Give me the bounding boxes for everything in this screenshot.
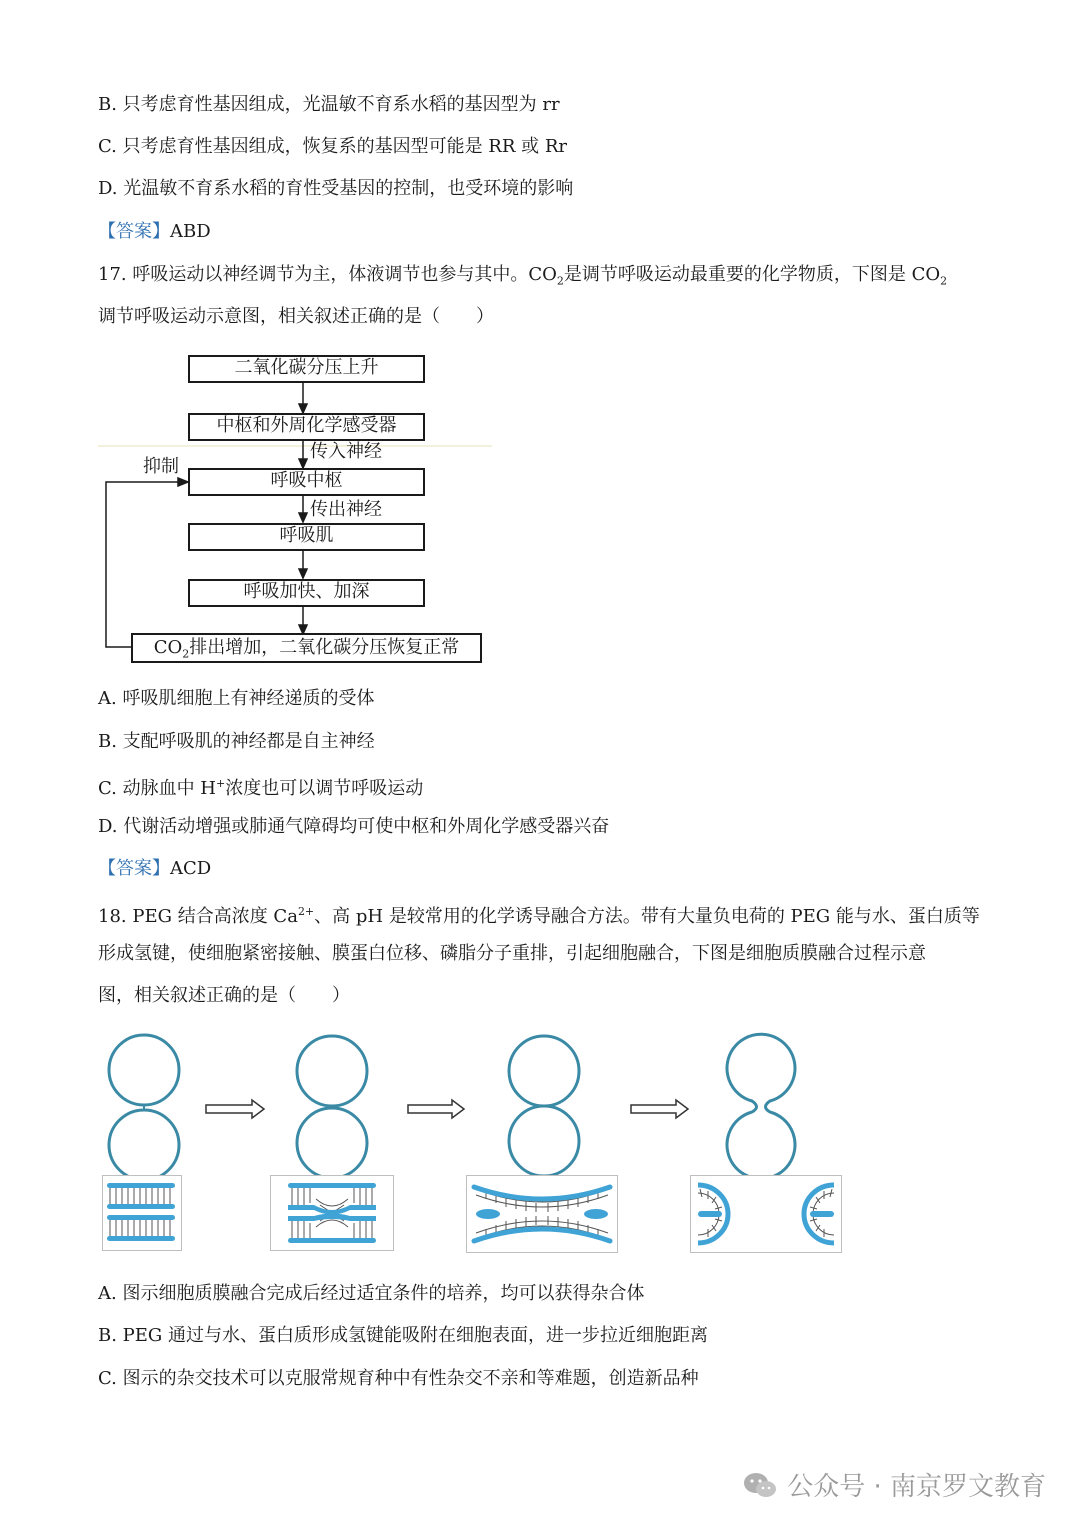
fused-cell-stage4 — [727, 1034, 795, 1179]
superscript: + — [216, 777, 226, 790]
arrowhead-4 — [299, 569, 307, 578]
wechat-icon — [743, 1471, 777, 1499]
bilayer-panel-1 — [102, 1175, 182, 1251]
label-inhibit: 抑制 — [143, 456, 179, 477]
cell-bottom-stage3 — [509, 1106, 579, 1176]
subscript: 2 — [182, 647, 190, 661]
q18-option-b: B. PEG 通过与水、蛋白质形成氢键能吸附在细胞表面，进一步拉近细胞距离 — [98, 1325, 709, 1346]
q17-stem-part: 17. 呼吸运动以神经调节为主，体液调节也参与其中。CO — [98, 264, 557, 285]
q18-stem-line3: 图，相关叙述正确的是（ ） — [98, 985, 350, 1006]
answer-tag: 【答案】 — [98, 858, 170, 879]
label-afferent-nerve: 传入神经 — [310, 441, 382, 462]
q16-option-d: D. 光温敏不育系水稻的育性受基因的控制，也受环境的影响 — [98, 178, 574, 199]
flowchart-connectors — [0, 0, 1080, 700]
superscript: 2+ — [297, 905, 315, 918]
q17-option-a: A. 呼吸肌细胞上有神经递质的受体 — [98, 688, 375, 709]
q17-option-c-part: C. 动脉血中 H — [98, 778, 216, 799]
answer-tag: 【答案】 — [98, 221, 170, 242]
q18-option-c: C. 图示的杂交技术可以克服常规育种中有性杂交不亲和等难题，创造新品种 — [98, 1368, 699, 1389]
box6-text: 排出增加，二氧化碳分压恢复正常 — [189, 637, 460, 658]
answer-value: ABD — [170, 221, 211, 242]
cell-top-stage3 — [509, 1036, 579, 1106]
q18-stem-part: 、高 pH 是较常用的化学诱导融合方法。带有大量负电荷的 PEG 能与水、蛋白质等 — [314, 906, 980, 927]
q18-stem-line2: 形成氢键，使细胞紧密接触、膜蛋白位移、磷脂分子重排，引起细胞融合，下图是细胞质膜融合过程示意 — [98, 943, 926, 964]
arrow-stage1-2 — [206, 1100, 264, 1118]
box-chemoreceptors: 中枢和外周化学感受器 — [188, 413, 425, 441]
cell-top-stage2 — [297, 1036, 367, 1106]
arrowhead-1 — [299, 404, 307, 413]
subscript: 2 — [940, 274, 948, 288]
q17-option-c — [98, 771, 423, 802]
bilayer-panel-4 — [690, 1175, 842, 1253]
watermark — [743, 1466, 1046, 1503]
q17-answer — [98, 856, 211, 882]
cell-top-stage1 — [109, 1035, 179, 1105]
label-efferent-nerve: 传出神经 — [310, 499, 382, 520]
bilayer-panel-3 — [466, 1175, 618, 1253]
subscript: 2 — [556, 274, 564, 288]
watermark-text: 公众号 · 南京罗文教育 — [787, 1472, 1046, 1502]
feedback-arrowhead — [178, 478, 188, 486]
q18-stem-part: 18. PEG 结合高浓度 Ca — [98, 906, 298, 927]
arrow-stage2-3 — [408, 1100, 464, 1118]
box-co2-rise: 二氧化碳分压上升 — [188, 355, 425, 383]
arrow-stage3-4 — [631, 1100, 688, 1118]
q17-option-d: D. 代谢活动增强或肺通气障碍均可使中枢和外周化学感受器兴奋 — [98, 816, 610, 837]
box-respiratory-muscle: 呼吸肌 — [188, 523, 425, 551]
box6-text: CO — [153, 637, 183, 658]
feedback-line — [106, 482, 180, 647]
box-co2-normal — [131, 633, 482, 663]
bilayer-panel-2 — [270, 1175, 394, 1251]
arrowhead-2 — [299, 459, 307, 468]
q17-option-c-part: 浓度也可以调节呼吸运动 — [225, 778, 424, 799]
q18-stem-line1 — [98, 899, 980, 930]
box-respiratory-center: 呼吸中枢 — [188, 468, 425, 496]
box-breathing-faster: 呼吸加快、加深 — [188, 579, 425, 607]
arrowhead-3 — [299, 513, 307, 522]
q18-option-a: A. 图示细胞质膜融合完成后经过适宜条件的培养，均可以获得杂合体 — [98, 1283, 645, 1304]
q17-stem-line2: 调节呼吸运动示意图，相关叙述正确的是（ ） — [98, 306, 494, 327]
q16-option-c: C. 只考虑育性基因组成，恢复系的基因型可能是 RR 或 Rr — [98, 136, 567, 157]
q17-stem-part: 是调节呼吸运动最重要的化学物质，下图是 CO — [563, 264, 941, 285]
answer-value: ACD — [170, 858, 212, 879]
cell-bottom-stage2 — [297, 1108, 367, 1178]
cell-bottom-stage1 — [109, 1110, 179, 1180]
q16-option-b: B. 只考虑育性基因组成，光温敏不育系水稻的基因型为 rr — [98, 94, 560, 115]
q17-option-b: B. 支配呼吸肌的神经都是自主神经 — [98, 731, 375, 752]
